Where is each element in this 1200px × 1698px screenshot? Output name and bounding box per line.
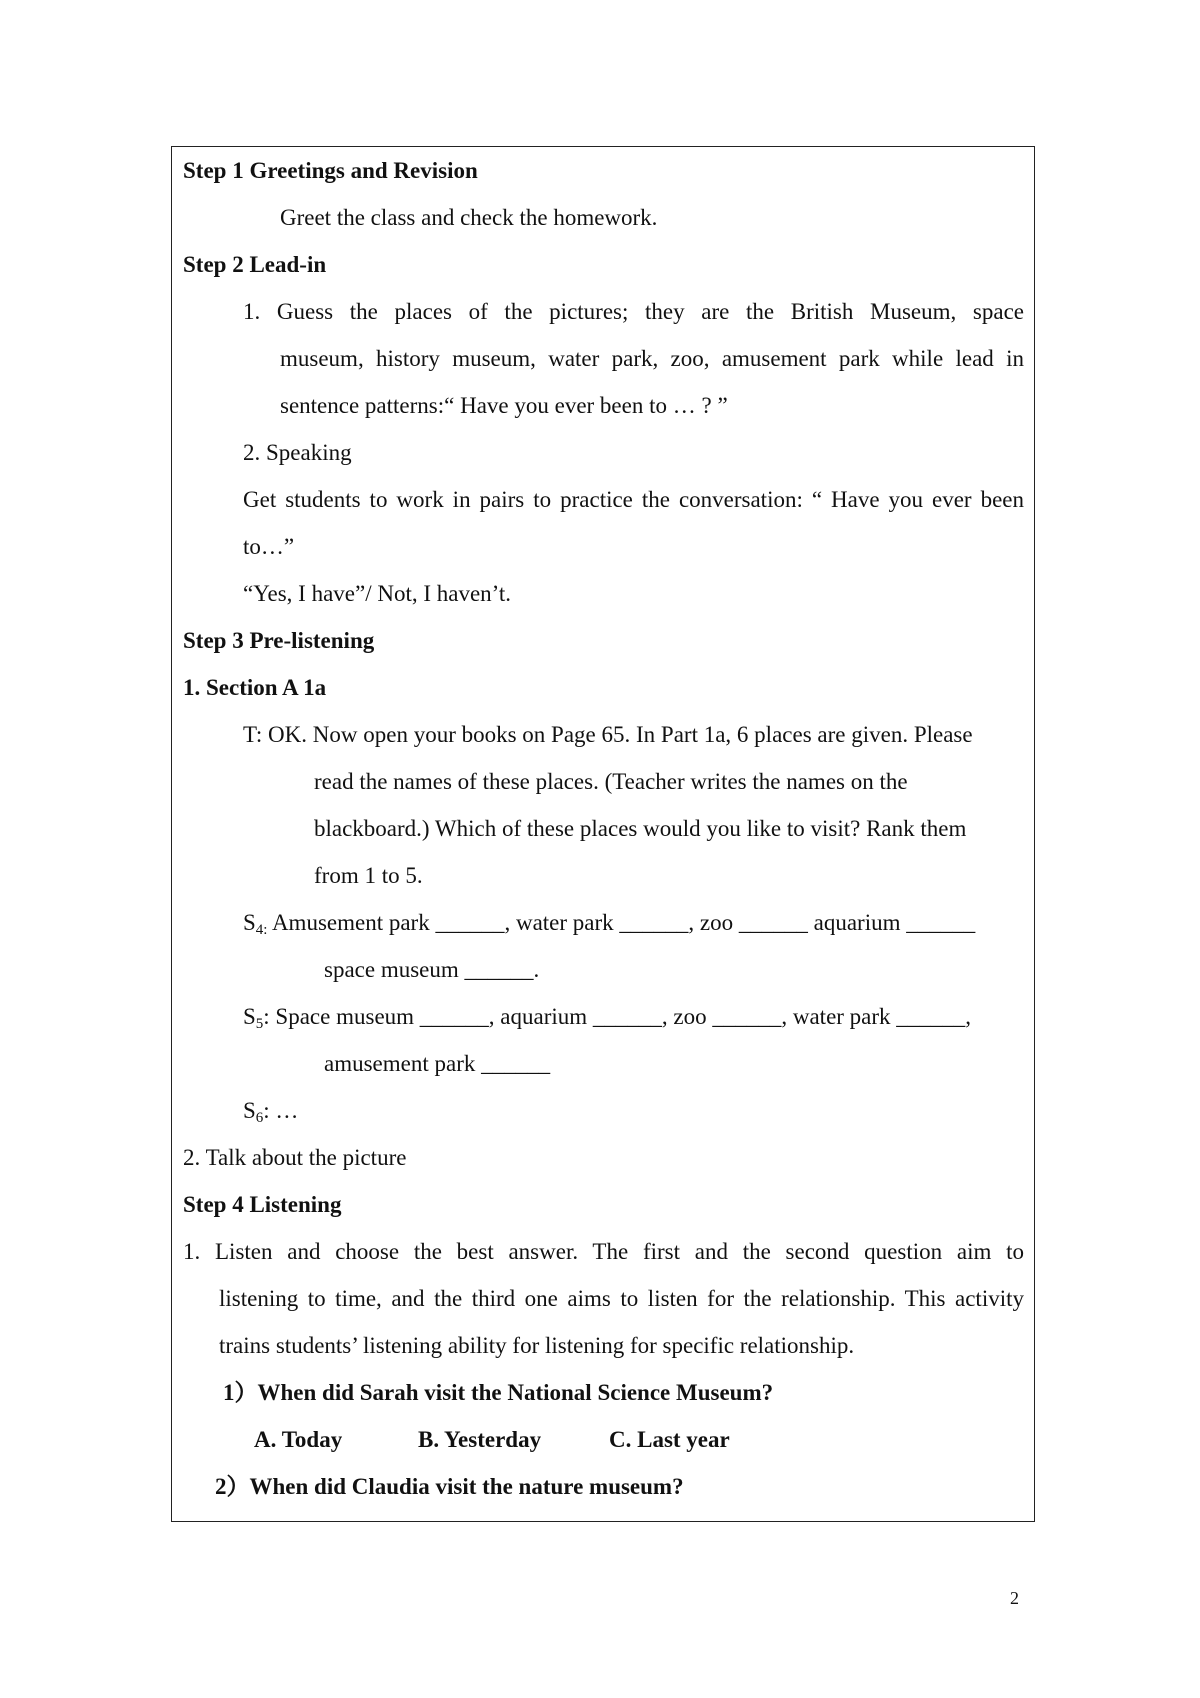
step4-item1-line2: listening to time, and the third one aims to listen for the relationship. This activity bbox=[219, 1286, 1024, 1311]
step1-text: Greet the class and check the homework. bbox=[280, 205, 658, 230]
s5-line2: amusement park ______ bbox=[324, 1051, 551, 1076]
teacher-line4: from 1 to 5. bbox=[314, 863, 423, 888]
s4-line2: space museum ______. bbox=[324, 957, 540, 982]
s5-text: : Space museum ______, aquarium ______, zoo ______, water park ______, bbox=[263, 1004, 972, 1029]
step2-heading: Step 2 Lead-in bbox=[183, 252, 327, 277]
s4-prefix: S bbox=[243, 910, 256, 935]
step4-item1-line3: trains students’ listening ability for listening for specific relationship. bbox=[219, 1333, 855, 1358]
step2-item1-line2: museum, history museum, water park, zoo, amusement park while lead in bbox=[280, 346, 1024, 371]
s4-subscript: 4: bbox=[255, 922, 268, 938]
step4-item1-line1: 1. Listen and choose the best answer. The first and the second question aim to bbox=[183, 1239, 1024, 1264]
teacher-line3: blackboard.) Which of these places would you like to visit? Rank them bbox=[314, 816, 967, 841]
step1-heading: Step 1 Greetings and Revision bbox=[183, 158, 478, 183]
step2-item1-line1: 1. Guess the places of the pictures; they are the British Museum, space bbox=[243, 299, 1024, 324]
step2-item2: 2. Speaking bbox=[243, 440, 352, 465]
s4-line1 bbox=[243, 908, 975, 945]
s6-prefix: S bbox=[243, 1098, 256, 1123]
question-1-option-b: B. Yesterday bbox=[418, 1427, 542, 1452]
step2-item1-line3: sentence patterns:“ Have you ever been to … ? ” bbox=[280, 393, 728, 418]
speaking-line3: “Yes, I have”/ Not, I haven’t. bbox=[243, 581, 512, 606]
question-1-option-c: C. Last year bbox=[609, 1427, 730, 1452]
teacher-line2: read the names of these places. (Teacher writes the names on the bbox=[314, 769, 908, 794]
speaking-line2: to…” bbox=[243, 534, 295, 559]
s5-prefix: S bbox=[243, 1004, 256, 1029]
s4-text: Amusement park ______, water park ______, zoo ______ aquarium ______ bbox=[267, 910, 976, 935]
step3-heading: Step 3 Pre-listening bbox=[183, 628, 375, 653]
talk-about-picture: 2. Talk about the picture bbox=[183, 1145, 407, 1170]
s6-subscript: 6 bbox=[255, 1110, 264, 1126]
speaking-line1: Get students to work in pairs to practice the conversation: “ Have you ever been bbox=[243, 487, 1024, 512]
page-number: 2 bbox=[1010, 1588, 1019, 1608]
step3-section: 1. Section A 1a bbox=[183, 675, 327, 700]
question-1-option-a: A. Today bbox=[254, 1427, 343, 1452]
step4-heading: Step 4 Listening bbox=[183, 1192, 342, 1217]
question-1: 1）When did Sarah visit the National Science Museum? bbox=[223, 1380, 774, 1405]
s6-line bbox=[243, 1096, 298, 1133]
question-2: 2）When did Claudia visit the nature museum? bbox=[215, 1474, 684, 1499]
lesson-plan-box bbox=[171, 146, 1035, 1522]
teacher-line1: T: OK. Now open your books on Page 65. In Part 1a, 6 places are given. Please bbox=[243, 722, 973, 747]
s6-text: : … bbox=[263, 1098, 299, 1123]
s5-line1 bbox=[243, 1002, 971, 1039]
s5-subscript: 5 bbox=[255, 1016, 264, 1032]
